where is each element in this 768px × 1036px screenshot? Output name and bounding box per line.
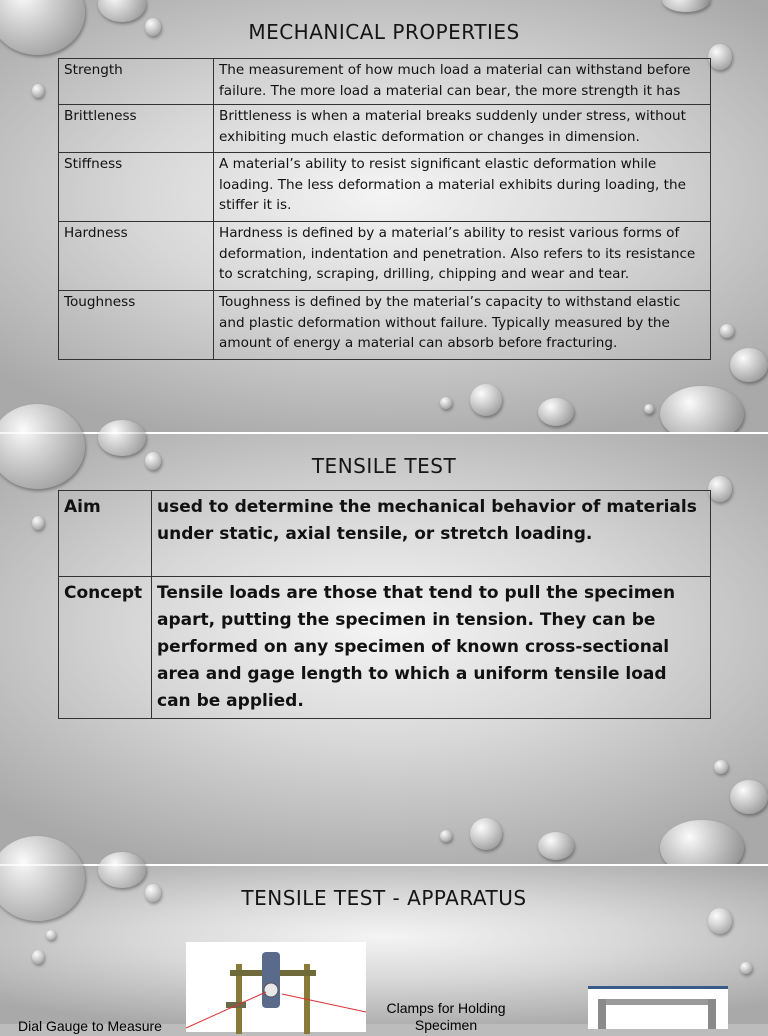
water-drop-decoration	[32, 84, 44, 98]
label-dial-gauge	[18, 1018, 162, 1034]
water-drop-decoration	[708, 476, 732, 502]
tensile-machine-illustration	[186, 942, 366, 1032]
row-term: Aim	[59, 491, 152, 577]
water-drop-decoration	[662, 0, 710, 12]
slide-title: TENSILE TEST - APPARATUS	[241, 886, 527, 910]
slide-tensile-apparatus	[0, 866, 768, 1034]
property-term: Hardness	[59, 222, 214, 291]
table-row	[59, 577, 711, 719]
table-row	[59, 491, 711, 577]
slide-title: TENSILE TEST	[311, 454, 457, 478]
table-row	[59, 222, 711, 291]
water-drop-decoration	[730, 780, 768, 814]
property-term: Brittleness	[59, 105, 214, 153]
slide-mechanical-properties	[0, 0, 768, 432]
property-definition: Hardness is defined by a material’s ability to resist various forms of deformation, indentation and penetration. Also refers to its resistance to scratching, scraping, drilling, chipping and wear and tear.	[214, 222, 711, 291]
tensile-apparatus-image	[186, 942, 366, 1032]
label-dial-gauge-text: Dial Gauge to Measure	[18, 1018, 162, 1034]
water-drop-decoration	[32, 950, 44, 964]
property-definition: Toughness is defined by the material’s capacity to withstand elastic and plastic deformation without failure. Typically measured by the amount of energy a material can absorb before fracturing.	[214, 291, 711, 360]
water-drop-decoration	[714, 760, 728, 774]
water-drop-decoration	[46, 930, 56, 940]
slide-tensile-test	[0, 434, 768, 864]
label-clamps-text: Clamps for Holding Specimen	[386, 1000, 506, 1033]
label-clamps	[376, 1000, 516, 1034]
water-drop-decoration	[98, 420, 146, 456]
water-drop-decoration	[98, 852, 146, 888]
property-definition: Brittleness is when a material breaks suddenly under stress, without exhibiting much elastic deformation or changes in dimension.	[214, 105, 711, 153]
properties-table	[58, 58, 711, 360]
water-drop-decoration	[538, 398, 574, 426]
row-term: Concept	[59, 577, 152, 719]
property-definition: A material’s ability to resist significant elastic deformation while loading. The less deformation a material exhibits during loading, the stiffer it is.	[214, 153, 711, 222]
table-row	[59, 291, 711, 360]
property-term: Stiffness	[59, 153, 214, 222]
row-definition: Tensile loads are those that tend to pull the specimen apart, putting the specimen in tension. They can be performed on any specimen of known cross-sectional area and gage length to which a uniform tensile load can be applied.	[152, 577, 711, 719]
water-drop-decoration	[440, 397, 452, 409]
apparatus-frame-illustration	[588, 989, 728, 1029]
water-drop-decoration	[730, 348, 768, 382]
property-term: Toughness	[59, 291, 214, 360]
row-definition: used to determine the mechanical behavior of materials under static, axial tensile, or stretch loading.	[152, 491, 711, 577]
water-drop-decoration	[644, 404, 654, 414]
tensile-test-table	[58, 490, 711, 719]
water-drop-decoration	[32, 516, 44, 530]
property-term: Strength	[59, 59, 214, 105]
water-drop-decoration	[98, 0, 146, 22]
property-definition: The measurement of how much load a material can withstand before failure. The more load a material can bear, the more strength it has	[214, 59, 711, 105]
water-drop-decoration	[470, 384, 502, 416]
table-row	[59, 153, 711, 222]
secondary-apparatus-image	[588, 986, 728, 1029]
table-row	[59, 105, 711, 153]
water-drop-decoration	[708, 44, 732, 70]
water-drop-decoration	[740, 962, 752, 974]
water-drop-decoration	[538, 832, 574, 860]
water-drop-decoration	[470, 818, 502, 850]
table-row	[59, 59, 711, 105]
water-drop-decoration	[720, 324, 734, 338]
slide-title: MECHANICAL PROPERTIES	[248, 20, 520, 44]
water-drop-decoration	[440, 830, 452, 842]
water-drop-decoration	[708, 908, 732, 934]
